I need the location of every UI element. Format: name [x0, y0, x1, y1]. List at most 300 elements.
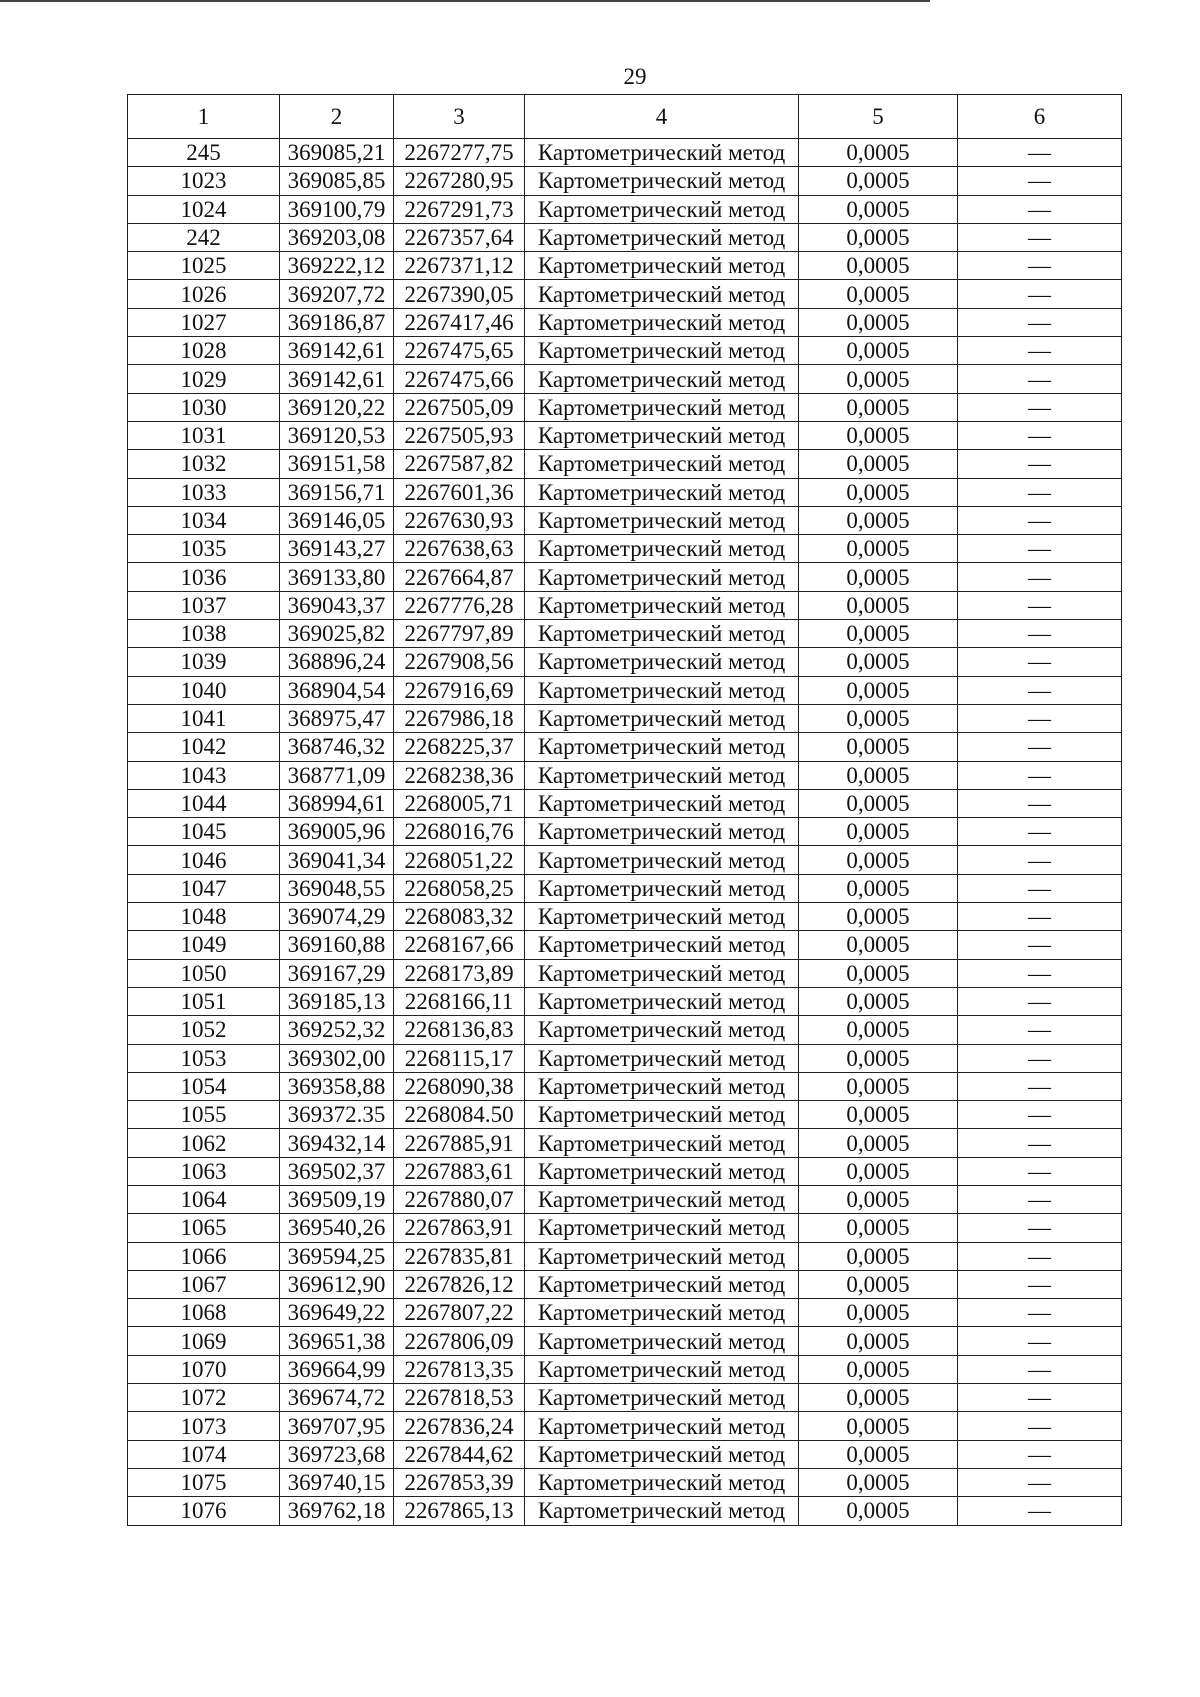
- cell-coord-x: 369540,26: [280, 1214, 394, 1242]
- cell-accuracy: 0,0005: [799, 506, 958, 534]
- cell-coord-y: 2267844,62: [394, 1440, 525, 1468]
- table-row: [128, 223, 1122, 251]
- cell-accuracy: 0,0005: [799, 1468, 958, 1496]
- cell-coord-x: 369120,53: [280, 421, 394, 449]
- cell-accuracy: 0,0005: [799, 959, 958, 987]
- cell-note: —: [958, 1214, 1122, 1242]
- cell-coord-x: 368896,24: [280, 648, 394, 676]
- cell-coord-x: 369651,38: [280, 1327, 394, 1355]
- cell-coord-y: 2267865,13: [394, 1497, 525, 1525]
- table-row: [128, 704, 1122, 732]
- cell-method: Картометрический метод: [525, 620, 799, 648]
- cell-point-number: 1039: [128, 648, 280, 676]
- cell-point-number: 1052: [128, 1016, 280, 1044]
- table-row: [128, 252, 1122, 280]
- cell-note: —: [958, 478, 1122, 506]
- cell-method: Картометрический метод: [525, 563, 799, 591]
- cell-method: Картометрический метод: [525, 337, 799, 365]
- cell-coord-y: 2267475,66: [394, 365, 525, 393]
- cell-coord-y: 2267835,81: [394, 1242, 525, 1270]
- cell-note: —: [958, 506, 1122, 534]
- table-row: [128, 676, 1122, 704]
- cell-point-number: 1066: [128, 1242, 280, 1270]
- table-row: [128, 1242, 1122, 1270]
- cell-accuracy: 0,0005: [799, 1270, 958, 1298]
- cell-method: Картометрический метод: [525, 1468, 799, 1496]
- cell-point-number: 1024: [128, 195, 280, 223]
- cell-note: —: [958, 1101, 1122, 1129]
- cell-note: —: [958, 167, 1122, 195]
- table-row: [128, 421, 1122, 449]
- table-row: [128, 818, 1122, 846]
- cell-coord-y: 2267638,63: [394, 535, 525, 563]
- cell-point-number: 1035: [128, 535, 280, 563]
- cell-coord-y: 2267986,18: [394, 704, 525, 732]
- cell-point-number: 1036: [128, 563, 280, 591]
- cell-coord-x: 369133,80: [280, 563, 394, 591]
- cell-method: Картометрический метод: [525, 535, 799, 563]
- cell-note: —: [958, 733, 1122, 761]
- cell-coord-y: 2268058,25: [394, 874, 525, 902]
- cell-note: —: [958, 450, 1122, 478]
- cell-point-number: 1029: [128, 365, 280, 393]
- cell-point-number: 1076: [128, 1497, 280, 1525]
- cell-method: Картометрический метод: [525, 1072, 799, 1100]
- cell-method: Картометрический метод: [525, 846, 799, 874]
- cell-method: Картометрический метод: [525, 280, 799, 308]
- cell-point-number: 1028: [128, 337, 280, 365]
- cell-note: —: [958, 563, 1122, 591]
- cell-note: —: [958, 789, 1122, 817]
- cell-point-number: 1046: [128, 846, 280, 874]
- cell-method: Картометрический метод: [525, 761, 799, 789]
- table-row: [128, 1214, 1122, 1242]
- table-row: [128, 1327, 1122, 1355]
- cell-method: Картометрический метод: [525, 1044, 799, 1072]
- table-row: [128, 139, 1122, 167]
- cell-note: —: [958, 1497, 1122, 1525]
- table-row: [128, 1129, 1122, 1157]
- header-col-4: 4: [525, 95, 799, 139]
- cell-coord-y: 2267390,05: [394, 280, 525, 308]
- table-row: [128, 167, 1122, 195]
- cell-coord-x: 369222,12: [280, 252, 394, 280]
- cell-coord-x: 369085,85: [280, 167, 394, 195]
- table-body: [128, 139, 1122, 1526]
- table-row: [128, 1157, 1122, 1185]
- cell-coord-x: 369043,37: [280, 591, 394, 619]
- table-row: [128, 365, 1122, 393]
- cell-point-number: 1075: [128, 1468, 280, 1496]
- cell-coord-x: 369146,05: [280, 506, 394, 534]
- cell-coord-y: 2267797,89: [394, 620, 525, 648]
- table-row: [128, 1497, 1122, 1525]
- cell-accuracy: 0,0005: [799, 450, 958, 478]
- cell-point-number: 1069: [128, 1327, 280, 1355]
- cell-coord-y: 2268173,89: [394, 959, 525, 987]
- table-row: [128, 1299, 1122, 1327]
- cell-coord-y: 2268083,32: [394, 903, 525, 931]
- table-row: [128, 1412, 1122, 1440]
- cell-method: Картометрический метод: [525, 223, 799, 251]
- cell-note: —: [958, 818, 1122, 846]
- table-header: [128, 95, 1122, 139]
- cell-note: —: [958, 1355, 1122, 1383]
- table-row: [128, 280, 1122, 308]
- cell-point-number: 1063: [128, 1157, 280, 1185]
- table-row: [128, 393, 1122, 421]
- cell-accuracy: 0,0005: [799, 139, 958, 167]
- cell-coord-x: 369120,22: [280, 393, 394, 421]
- table-row: [128, 903, 1122, 931]
- cell-method: Картометрический метод: [525, 450, 799, 478]
- cell-accuracy: 0,0005: [799, 676, 958, 704]
- cell-note: —: [958, 1185, 1122, 1213]
- cell-point-number: 1065: [128, 1214, 280, 1242]
- table-row: [128, 1384, 1122, 1412]
- cell-note: —: [958, 535, 1122, 563]
- cell-method: Картометрический метод: [525, 308, 799, 336]
- cell-coord-y: 2267807,22: [394, 1299, 525, 1327]
- cell-coord-y: 2268225,37: [394, 733, 525, 761]
- header-col-1: 1: [128, 95, 280, 139]
- cell-accuracy: 0,0005: [799, 1016, 958, 1044]
- cell-coord-y: 2267475,65: [394, 337, 525, 365]
- cell-note: —: [958, 846, 1122, 874]
- cell-point-number: 1050: [128, 959, 280, 987]
- cell-method: Картометрический метод: [525, 818, 799, 846]
- cell-coord-y: 2267664,87: [394, 563, 525, 591]
- cell-coord-y: 2267277,75: [394, 139, 525, 167]
- cell-accuracy: 0,0005: [799, 818, 958, 846]
- cell-coord-x: 368771,09: [280, 761, 394, 789]
- cell-coord-y: 2267630,93: [394, 506, 525, 534]
- cell-accuracy: 0,0005: [799, 223, 958, 251]
- cell-point-number: 242: [128, 223, 280, 251]
- cell-coord-y: 2268084.50: [394, 1101, 525, 1129]
- table-row: [128, 591, 1122, 619]
- table-row: [128, 874, 1122, 902]
- table-row: [128, 1072, 1122, 1100]
- cell-method: Картометрический метод: [525, 1185, 799, 1213]
- cell-point-number: 1072: [128, 1384, 280, 1412]
- cell-coord-y: 2267863,91: [394, 1214, 525, 1242]
- table-row: [128, 1270, 1122, 1298]
- cell-method: Картометрический метод: [525, 648, 799, 676]
- cell-note: —: [958, 959, 1122, 987]
- cell-point-number: 1026: [128, 280, 280, 308]
- cell-accuracy: 0,0005: [799, 252, 958, 280]
- cell-method: Картометрический метод: [525, 1497, 799, 1525]
- cell-method: Картометрический метод: [525, 704, 799, 732]
- cell-method: Картометрический метод: [525, 1355, 799, 1383]
- table-row: [128, 535, 1122, 563]
- cell-note: —: [958, 648, 1122, 676]
- cell-point-number: 1054: [128, 1072, 280, 1100]
- cell-note: —: [958, 1327, 1122, 1355]
- cell-point-number: 1043: [128, 761, 280, 789]
- cell-method: Картометрический метод: [525, 1440, 799, 1468]
- cell-coord-y: 2267601,36: [394, 478, 525, 506]
- cell-point-number: 1030: [128, 393, 280, 421]
- cell-point-number: 1038: [128, 620, 280, 648]
- cell-accuracy: 0,0005: [799, 987, 958, 1015]
- cell-coord-x: 369302,00: [280, 1044, 394, 1072]
- cell-accuracy: 0,0005: [799, 874, 958, 902]
- cell-coord-y: 2267505,93: [394, 421, 525, 449]
- cell-accuracy: 0,0005: [799, 903, 958, 931]
- cell-method: Картометрический метод: [525, 733, 799, 761]
- cell-accuracy: 0,0005: [799, 1044, 958, 1072]
- cell-coord-y: 2267916,69: [394, 676, 525, 704]
- cell-coord-x: 369674,72: [280, 1384, 394, 1412]
- cell-coord-x: 369160,88: [280, 931, 394, 959]
- cell-accuracy: 0,0005: [799, 1412, 958, 1440]
- cell-accuracy: 0,0005: [799, 1242, 958, 1270]
- cell-accuracy: 0,0005: [799, 1129, 958, 1157]
- cell-method: Картометрический метод: [525, 1270, 799, 1298]
- cell-note: —: [958, 195, 1122, 223]
- table-row: [128, 506, 1122, 534]
- cell-accuracy: 0,0005: [799, 931, 958, 959]
- cell-method: Картометрический метод: [525, 139, 799, 167]
- cell-coord-x: 369074,29: [280, 903, 394, 931]
- cell-coord-x: 369649,22: [280, 1299, 394, 1327]
- cell-method: Картометрический метод: [525, 1327, 799, 1355]
- header-row: [128, 95, 1122, 139]
- cell-point-number: 1049: [128, 931, 280, 959]
- cell-coord-x: 369048,55: [280, 874, 394, 902]
- cell-accuracy: 0,0005: [799, 1327, 958, 1355]
- cell-method: Картометрический метод: [525, 252, 799, 280]
- cell-coord-y: 2268115,17: [394, 1044, 525, 1072]
- cell-coord-x: 369502,37: [280, 1157, 394, 1185]
- cell-accuracy: 0,0005: [799, 1214, 958, 1242]
- table-row: [128, 1016, 1122, 1044]
- cell-method: Картометрический метод: [525, 987, 799, 1015]
- cell-method: Картометрический метод: [525, 676, 799, 704]
- cell-coord-x: 369203,08: [280, 223, 394, 251]
- top-border-line: [0, 0, 930, 2]
- cell-accuracy: 0,0005: [799, 704, 958, 732]
- table-row: [128, 987, 1122, 1015]
- cell-point-number: 1074: [128, 1440, 280, 1468]
- cell-coord-y: 2267371,12: [394, 252, 525, 280]
- cell-coord-x: 369186,87: [280, 308, 394, 336]
- cell-coord-y: 2267908,56: [394, 648, 525, 676]
- cell-method: Картометрический метод: [525, 1242, 799, 1270]
- table-row: [128, 1440, 1122, 1468]
- cell-note: —: [958, 280, 1122, 308]
- cell-note: —: [958, 139, 1122, 167]
- cell-point-number: 245: [128, 139, 280, 167]
- cell-method: Картометрический метод: [525, 903, 799, 931]
- cell-coord-y: 2267587,82: [394, 450, 525, 478]
- cell-method: Картометрический метод: [525, 789, 799, 817]
- cell-accuracy: 0,0005: [799, 535, 958, 563]
- cell-coord-x: 369252,32: [280, 1016, 394, 1044]
- table-row: [128, 846, 1122, 874]
- cell-coord-x: 369432,14: [280, 1129, 394, 1157]
- cell-coord-y: 2268238,36: [394, 761, 525, 789]
- cell-note: —: [958, 308, 1122, 336]
- cell-accuracy: 0,0005: [799, 1440, 958, 1468]
- cell-point-number: 1041: [128, 704, 280, 732]
- cell-coord-x: 368975,47: [280, 704, 394, 732]
- cell-note: —: [958, 676, 1122, 704]
- header-col-5: 5: [799, 95, 958, 139]
- cell-point-number: 1045: [128, 818, 280, 846]
- cell-point-number: 1040: [128, 676, 280, 704]
- cell-coord-x: 369707,95: [280, 1412, 394, 1440]
- cell-note: —: [958, 1157, 1122, 1185]
- cell-coord-x: 369207,72: [280, 280, 394, 308]
- cell-point-number: 1044: [128, 789, 280, 817]
- table-row: [128, 478, 1122, 506]
- cell-note: —: [958, 704, 1122, 732]
- cell-coord-x: 368994,61: [280, 789, 394, 817]
- cell-accuracy: 0,0005: [799, 789, 958, 817]
- cell-method: Картометрический метод: [525, 931, 799, 959]
- cell-method: Картометрический метод: [525, 1101, 799, 1129]
- cell-method: Картометрический метод: [525, 506, 799, 534]
- cell-coord-x: 369156,71: [280, 478, 394, 506]
- cell-accuracy: 0,0005: [799, 733, 958, 761]
- cell-accuracy: 0,0005: [799, 478, 958, 506]
- cell-accuracy: 0,0005: [799, 1384, 958, 1412]
- cell-point-number: 1037: [128, 591, 280, 619]
- cell-note: —: [958, 1299, 1122, 1327]
- cell-note: —: [958, 1016, 1122, 1044]
- cell-accuracy: 0,0005: [799, 591, 958, 619]
- cell-method: Картометрический метод: [525, 421, 799, 449]
- cell-point-number: 1025: [128, 252, 280, 280]
- cell-coord-y: 2267505,09: [394, 393, 525, 421]
- cell-coord-y: 2267417,46: [394, 308, 525, 336]
- cell-coord-y: 2268136,83: [394, 1016, 525, 1044]
- table-row: [128, 1355, 1122, 1383]
- table-row: [128, 1044, 1122, 1072]
- coordinates-table: [127, 94, 1122, 1526]
- table-row: [128, 1101, 1122, 1129]
- table-row: [128, 620, 1122, 648]
- cell-note: —: [958, 874, 1122, 902]
- cell-note: —: [958, 223, 1122, 251]
- cell-coord-y: 2268016,76: [394, 818, 525, 846]
- cell-point-number: 1042: [128, 733, 280, 761]
- cell-point-number: 1055: [128, 1101, 280, 1129]
- cell-method: Картометрический метод: [525, 1129, 799, 1157]
- cell-accuracy: 0,0005: [799, 1497, 958, 1525]
- cell-note: —: [958, 421, 1122, 449]
- table-row: [128, 761, 1122, 789]
- cell-method: Картометрический метод: [525, 959, 799, 987]
- cell-coord-x: 369085,21: [280, 139, 394, 167]
- cell-coord-y: 2267885,91: [394, 1129, 525, 1157]
- cell-note: —: [958, 1129, 1122, 1157]
- cell-coord-y: 2267813,35: [394, 1355, 525, 1383]
- cell-accuracy: 0,0005: [799, 1101, 958, 1129]
- cell-point-number: 1027: [128, 308, 280, 336]
- cell-accuracy: 0,0005: [799, 563, 958, 591]
- cell-coord-x: 368904,54: [280, 676, 394, 704]
- cell-coord-y: 2267280,95: [394, 167, 525, 195]
- cell-note: —: [958, 761, 1122, 789]
- cell-note: —: [958, 337, 1122, 365]
- table-row: [128, 308, 1122, 336]
- cell-coord-x: 369167,29: [280, 959, 394, 987]
- cell-method: Картометрический метод: [525, 591, 799, 619]
- cell-method: Картометрический метод: [525, 195, 799, 223]
- cell-coord-y: 2268005,71: [394, 789, 525, 817]
- cell-note: —: [958, 591, 1122, 619]
- page-number: 29: [623, 64, 647, 89]
- cell-coord-x: 369041,34: [280, 846, 394, 874]
- cell-coord-x: 369143,27: [280, 535, 394, 563]
- cell-coord-x: 369151,58: [280, 450, 394, 478]
- cell-accuracy: 0,0005: [799, 761, 958, 789]
- cell-coord-x: 369723,68: [280, 1440, 394, 1468]
- cell-coord-y: 2267806,09: [394, 1327, 525, 1355]
- cell-method: Картометрический метод: [525, 1214, 799, 1242]
- cell-accuracy: 0,0005: [799, 365, 958, 393]
- table-row: [128, 733, 1122, 761]
- cell-accuracy: 0,0005: [799, 280, 958, 308]
- cell-coord-y: 2267357,64: [394, 223, 525, 251]
- cell-coord-y: 2268167,66: [394, 931, 525, 959]
- cell-accuracy: 0,0005: [799, 393, 958, 421]
- table-row: [128, 195, 1122, 223]
- cell-point-number: 1064: [128, 1185, 280, 1213]
- cell-accuracy: 0,0005: [799, 1185, 958, 1213]
- cell-point-number: 1070: [128, 1355, 280, 1383]
- cell-accuracy: 0,0005: [799, 337, 958, 365]
- cell-note: —: [958, 931, 1122, 959]
- table-row: [128, 959, 1122, 987]
- cell-coord-x: 369664,99: [280, 1355, 394, 1383]
- cell-accuracy: 0,0005: [799, 308, 958, 336]
- cell-coord-y: 2267818,53: [394, 1384, 525, 1412]
- cell-coord-x: 368746,32: [280, 733, 394, 761]
- cell-coord-y: 2267776,28: [394, 591, 525, 619]
- cell-coord-x: 369358,88: [280, 1072, 394, 1100]
- cell-accuracy: 0,0005: [799, 195, 958, 223]
- table-row: [128, 450, 1122, 478]
- cell-point-number: 1031: [128, 421, 280, 449]
- cell-coord-x: 369740,15: [280, 1468, 394, 1496]
- cell-accuracy: 0,0005: [799, 167, 958, 195]
- cell-note: —: [958, 1270, 1122, 1298]
- cell-method: Картометрический метод: [525, 1299, 799, 1327]
- table-row: [128, 648, 1122, 676]
- cell-point-number: 1032: [128, 450, 280, 478]
- cell-coord-x: 369372.35: [280, 1101, 394, 1129]
- cell-coord-x: 369509,19: [280, 1185, 394, 1213]
- cell-note: —: [958, 1384, 1122, 1412]
- cell-method: Картометрический метод: [525, 1157, 799, 1185]
- cell-coord-y: 2268051,22: [394, 846, 525, 874]
- cell-coord-x: 369612,90: [280, 1270, 394, 1298]
- cell-method: Картометрический метод: [525, 478, 799, 506]
- cell-point-number: 1033: [128, 478, 280, 506]
- cell-coord-y: 2268090,38: [394, 1072, 525, 1100]
- cell-note: —: [958, 1072, 1122, 1100]
- cell-note: —: [958, 1468, 1122, 1496]
- cell-method: Картометрический метод: [525, 393, 799, 421]
- table-row: [128, 563, 1122, 591]
- cell-coord-y: 2267836,24: [394, 1412, 525, 1440]
- cell-coord-y: 2267291,73: [394, 195, 525, 223]
